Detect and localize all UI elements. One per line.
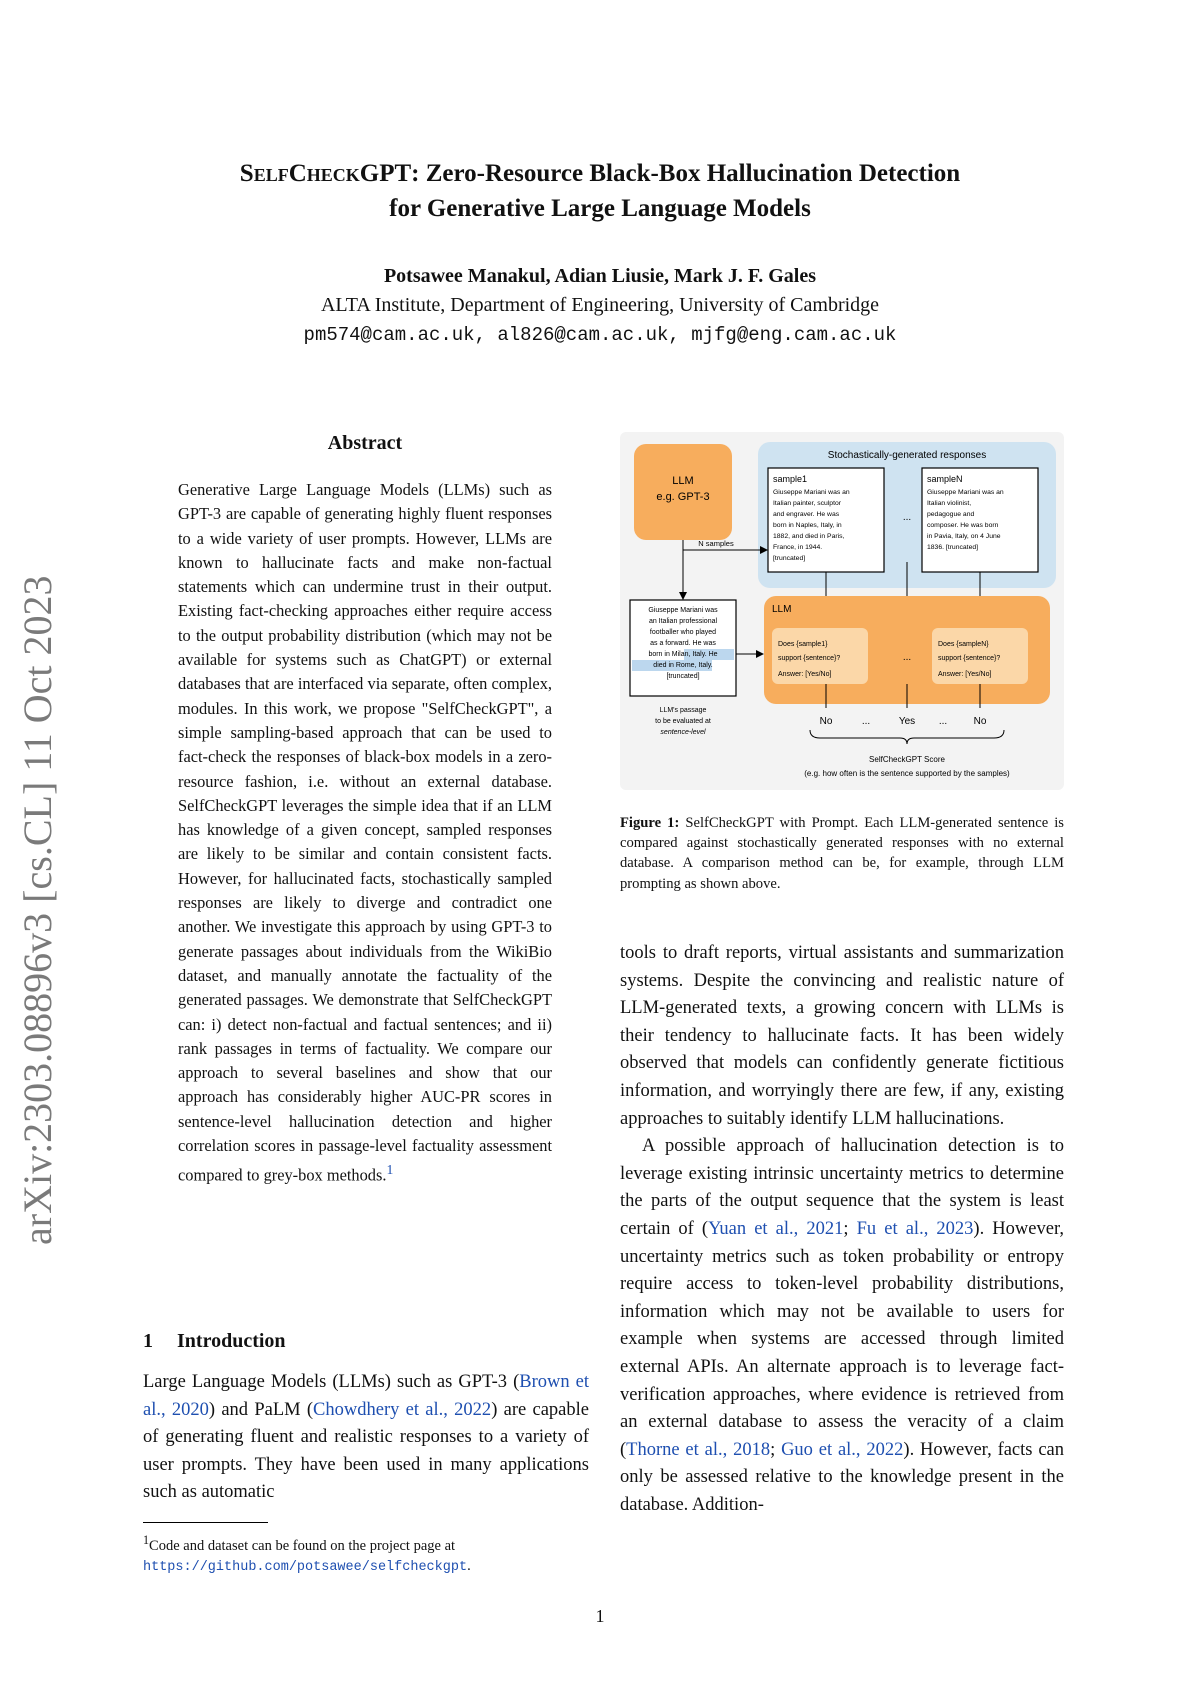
sampleN-line: in Pavia, Italy, on 4 June (927, 533, 1001, 540)
passage-line: born in Milan, Italy. He (648, 651, 718, 658)
figure-caption (620, 813, 1064, 894)
right-paragraph-2 (620, 1133, 1064, 1519)
sample1-line: and engraver. He was (773, 511, 840, 518)
title-system-name: SelfCheckGPT (239, 160, 412, 187)
output-ellipsis: ... (938, 716, 948, 727)
passage-caption: sentence-level (660, 729, 706, 736)
section-number: 1 (143, 1330, 153, 1352)
abstract-footnote-mark[interactable]: 1 (386, 1162, 394, 1178)
output-yes: Yes (898, 716, 916, 727)
passage-line: footballer who played (649, 629, 717, 636)
footnote-mark: 1 (143, 1533, 150, 1547)
citation-fu[interactable]: Fu et al., 2023 (856, 1218, 974, 1239)
prompt-N-answer: Answer: [Yes/No] (938, 671, 992, 678)
sample1-line: France, in 1944. (773, 544, 823, 551)
sampleN-line: Giuseppe Mariani was an (927, 489, 1004, 496)
passage-line: an Italian professional (648, 618, 718, 625)
sample1-title: sample1 (773, 474, 808, 484)
citation-guo[interactable]: Guo et al., 2022 (781, 1439, 904, 1460)
sampleN-line: 1836. [truncated] (927, 544, 979, 551)
citation-brown[interactable]: Brown et al., 2020 (143, 1372, 590, 1420)
samples-ellipsis: ... (902, 512, 912, 523)
abstract-heading: Abstract (327, 432, 403, 454)
sampleN-line: pedagogue and (927, 511, 975, 518)
caption-text: SelfCheckGPT with Prompt. Each LLM-generated sentence is compared against stochastically generated responses with no external database. A comparison method can be, for example, through LLM prompting as shown above. (620, 815, 1064, 892)
title-line-1 (0, 156, 1200, 191)
figure-1-diagram (620, 432, 1064, 790)
citation-thorne[interactable]: Thorne et al., 2018 (626, 1439, 771, 1460)
output-ellipsis: ... (861, 716, 871, 727)
score-description: (e.g. how often is the sentence supported by the samples) (804, 769, 1010, 778)
intro-text-3: ) are capable of generating fluent and realistic responses to a variety of user prompts. They have been used in many applications such as automatic (143, 1399, 589, 1503)
footnote-end: . (467, 1557, 471, 1574)
citation-separator: ; (770, 1439, 782, 1460)
passage-line: as a forward. He was (650, 640, 716, 647)
sampleN-line: Italian violinist, (927, 500, 972, 507)
citation-chowdhery[interactable]: Chowdhery et al., 2022 (313, 1399, 492, 1420)
page-number: 1 (595, 1606, 605, 1626)
section-heading-introduction (143, 1330, 310, 1353)
samples-label: N samples (698, 539, 734, 548)
sample1-line: 1882, and died in Paris, (773, 533, 845, 540)
passage-line: died in Rome, Italy. (653, 662, 713, 669)
paper-title (0, 156, 1200, 226)
prompts-ellipsis: ... (902, 652, 912, 663)
passage-line: [truncated] (666, 673, 700, 680)
footnote-rule (143, 1522, 268, 1523)
footnote-link[interactable]: https://github.com/potsawee/selfcheckgpt (143, 1559, 468, 1575)
sample1-line: Italian painter, sculptor (773, 500, 842, 507)
abstract-text: Generative Large Language Models (LLMs) such as GPT-3 are capable of generating highly fluent responses to a wide variety of user prompts. However, LLMs are known to hallucinate facts and make non-factual statements which can undermine trust in their output. Existing fact-checking approaches either require access to the output probability distribution (which may not be available for systems such as ChatGPT) or external databases that are interfaced via separate, often complex, modules. In this work, we propose "SelfCheckGPT", a simple sampling-based approach that can be used to fact-check the responses of black-box models in a zero-resource fashion, i.e. without an external database. SelfCheckGPT leverages the simple idea that if an LLM has knowledge of a given concept, sampled responses are likely to be similar and contain consistent facts. However, for hallucinated facts, stochastically sampled responses are likely to diverge and contradict one another. We investigate this approach by using GPT-3 to generate passages about individuals from the WikiBio dataset, and manually annotate the factuality of the generated passages. We demonstrate that SelfCheckGPT can: i) detect non-factual and factual sentences; and ii) rank passages in terms of factuality. We compare our approach to several baselines and show that our approach has considerably higher AUC-PR scores in sentence-level hallucination detection and higher correlation scores in passage-level factuality assessment compared to grey-box methods. (178, 480, 552, 1185)
llm-label: LLM (672, 475, 694, 487)
sample1-line: Giuseppe Mariani was an (773, 489, 850, 496)
passage-box (630, 600, 736, 696)
right-column-body (620, 940, 1064, 1519)
stochastic-title: Stochastically-generated responses (827, 450, 987, 461)
prompt-1-answer: Answer: [Yes/No] (778, 671, 832, 678)
sample1-line: [truncated] (773, 555, 806, 562)
sample1-line: born in Naples, Italy, in (773, 522, 842, 529)
output-no-2: No (973, 716, 987, 727)
prompt-1-line-2: support {sentence}? (778, 655, 841, 662)
prompt-N-line-2: support {sentence}? (938, 655, 1001, 662)
prompt-N-line-1: Does {sampleN} (938, 641, 989, 648)
intro-text-1: Large Language Models (LLMs) such as GPT-3 ( (143, 1372, 520, 1392)
llm-compare-label: LLM (772, 604, 792, 615)
passage-caption: LLM's passage (659, 707, 707, 714)
footnote-text: Code and dataset can be found on the project page at (149, 1537, 456, 1554)
right-text-a: A possible approach of hallucination detection is to leverage existing intrinsic uncertainty metrics to determine the parts of the output sequence that the system is least certain of ( (620, 1136, 1064, 1239)
passage-caption: to be evaluated at (655, 718, 711, 725)
sampleN-title: sampleN (927, 474, 963, 484)
right-text-b: ). However, uncertainty metrics such as token probability or entropy require access to token-level probability distributions, information which may not be available to users for example when systems are accessed through limited external APIs. An alternate approach is to leverage fact-verification approaches, where evidence is retrieved from an external database to assess the veracity of a claim ( (620, 1218, 1064, 1460)
footnote (143, 1530, 589, 1578)
intro-paragraph (143, 1369, 589, 1507)
prompt-1-line-1: Does {sample1} (778, 641, 828, 648)
output-no-1: No (819, 716, 833, 727)
passage-line: Giuseppe Mariani was (648, 607, 718, 614)
llm-example: e.g. GPT-3 (656, 491, 710, 503)
authors: Potsawee Manakul, Adian Liusie, Mark J. F. Gales (383, 265, 817, 287)
citation-yuan[interactable]: Yuan et al., 2021 (708, 1218, 844, 1239)
right-text-c: ). However, facts can only be assessed relative to the knowledge present in the database. Addition- (620, 1439, 1065, 1515)
arxiv-stamp: arXiv:2303.08896v3 [cs.CL] 11 Oct 2023 (15, 575, 60, 1245)
intro-text-2: ) and PaLM ( (208, 1399, 314, 1420)
caption-label: Figure 1: (620, 815, 680, 831)
title-rest: : Zero-Resource Black-Box Hallucination Detection (411, 160, 961, 187)
section-title: Introduction (177, 1330, 286, 1352)
emails: pm574@cam.ac.uk, al826@cam.ac.uk, mjfg@eng.cam.ac.uk (303, 324, 897, 346)
title-line-2: for Generative Large Language Models (389, 195, 811, 222)
right-paragraph-1: tools to draft reports, virtual assistants and summarization systems. Despite the convincing and realistic nature of LLM-generated texts, a growing concern with LLMs is their tendency to hallucinate facts. It has been widely observed that models can confidently generate fictitious information, and worryingly there are few, if any, existing approaches to suitably identify LLM hallucinations. (620, 943, 1064, 1129)
affiliation: ALTA Institute, Department of Engineering, University of Cambridge (320, 294, 880, 316)
citation-separator: ; (843, 1218, 857, 1239)
sampleN-line: composer. He was born (927, 522, 999, 529)
abstract-body (178, 478, 552, 1188)
score-title: SelfCheckGPT Score (869, 755, 945, 764)
